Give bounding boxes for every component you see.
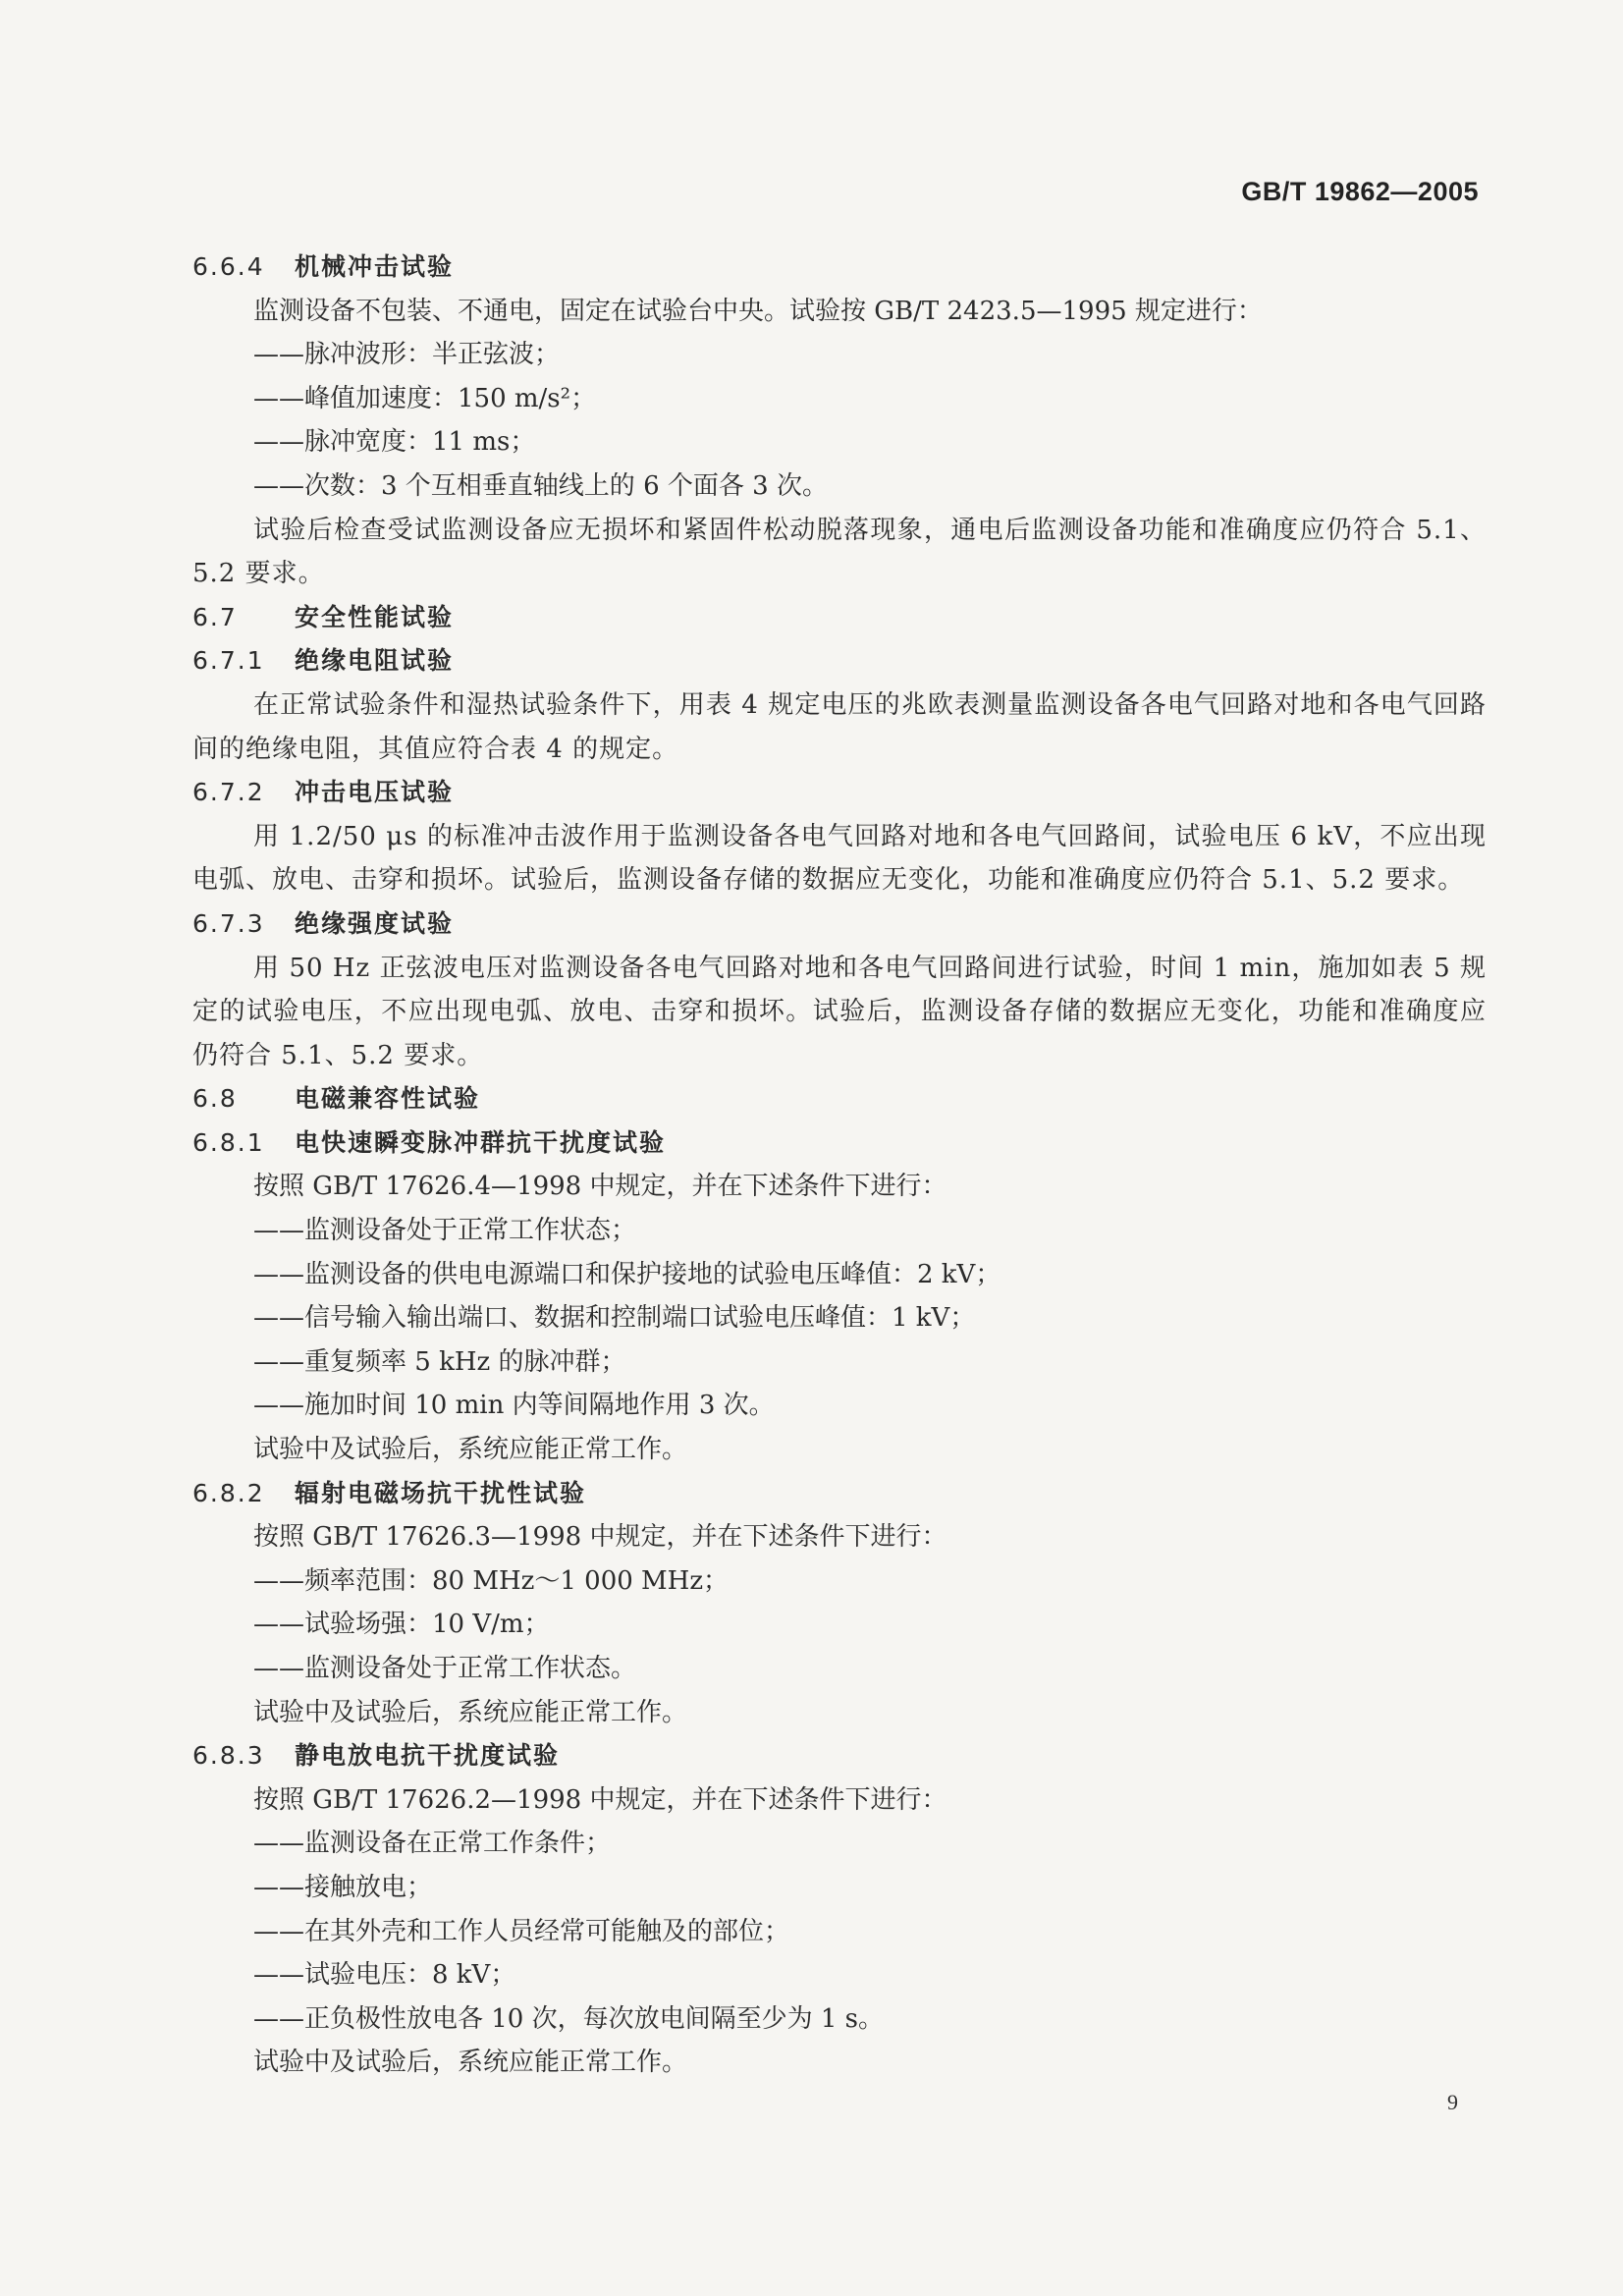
- text-line: 试验中及试验后，系统应能正常工作。: [253, 1435, 688, 1465]
- section-heading: [192, 639, 1487, 683]
- text-line: 监测设备不包装、不通电，固定在试验台中央。试验按 GB/T 2423.5—1995 规定进行：: [253, 296, 1263, 326]
- list-item: ——监测设备处于正常工作状态；: [253, 1216, 637, 1246]
- paragraph: 在正常试验条件和湿热试验条件下，用表 4 规定电压的兆欧表测量监测设备各电气回路对地和各电气回路间的绝缘电阻，其值应符合表 4 的规定。: [192, 689, 1487, 764]
- section-title: 静电放电抗干扰度试验: [295, 1741, 561, 1771]
- list-item: ——频率范围：80 MHz～1 000 MHz；: [253, 1565, 730, 1596]
- list-item: ——信号输入输出端口、数据和控制端口试验电压峰值：1 kV；: [253, 1303, 976, 1334]
- text-line: 按照 GB/T 17626.3—1998 中规定，并在下述条件下进行：: [253, 1522, 947, 1553]
- list-item: ——施加时间 10 min 内等间隔地作用 3 次。: [253, 1391, 775, 1421]
- paragraph: 试验后检查受试监测设备应无损坏和紧固件松动脱落现象，通电后监测设备功能和准确度应仍符合 5.1、5.2 要求。: [192, 515, 1487, 589]
- section-title: 冲击电压试验: [295, 778, 455, 807]
- section-number: 6.8.3: [192, 1741, 265, 1771]
- text-line: 按照 GB/T 17626.2—1998 中规定，并在下述条件下进行：: [253, 1784, 947, 1815]
- section-number: 6.7.2: [192, 778, 265, 807]
- section-title: 电快速瞬变脉冲群抗干扰度试验: [295, 1127, 667, 1157]
- section-number: 6.7.3: [192, 908, 265, 938]
- section-title: 机械冲击试验: [295, 252, 455, 281]
- section-number: 6.8: [192, 1084, 238, 1114]
- section-heading: [192, 596, 1487, 640]
- list-item: ——接触放电；: [253, 1872, 433, 1902]
- page-number: 9: [1447, 2090, 1458, 2114]
- list-item: ——峰值加速度：150 m/s²；: [253, 383, 597, 413]
- list-item: ——重复频率 5 kHz 的脉冲群；: [253, 1346, 626, 1377]
- paragraph: 用 50 Hz 正弦波电压对监测设备各电气回路对地和各电气回路间进行试验，时间 1 min，施加如表 5 规定的试验电压，不应出现电弧、放电、击穿和损坏。试验后，监测设备存储的数据应无变化，功能和准确度应仍符合 5.1、5.2 要求。: [192, 953, 1487, 1070]
- section-title: 绝缘电阻试验: [295, 646, 455, 676]
- text-line: 试验中及试验后，系统应能正常工作。: [253, 1697, 688, 1727]
- section-number: 6.8.2: [192, 1478, 265, 1507]
- list-item: ——正负极性放电各 10 次，每次放电间隔至少为 1 s。: [253, 2003, 885, 2034]
- list-item: ——试验电压：8 kV；: [253, 1960, 516, 1991]
- section-heading: [192, 1077, 1487, 1121]
- list-item: ——脉冲波形：半正弦波；: [253, 340, 561, 370]
- section-number: 6.7: [192, 602, 238, 631]
- list-item: ——脉冲宽度：11 ms；: [253, 427, 536, 458]
- list-item: ——次数：3 个互相垂直轴线上的 6 个面各 3 次。: [253, 470, 828, 501]
- section-heading: [192, 771, 1487, 815]
- section-heading: [192, 1734, 1487, 1778]
- standard-number: GB/T 19862—2005: [1241, 177, 1479, 206]
- text-line: 按照 GB/T 17626.4—1998 中规定，并在下述条件下进行：: [253, 1172, 947, 1202]
- list-item: ——监测设备在正常工作条件；: [253, 1829, 612, 1859]
- section-title: 辐射电磁场抗干扰性试验: [295, 1478, 587, 1507]
- section-title: 绝缘强度试验: [295, 908, 455, 938]
- section-heading: [192, 902, 1487, 947]
- section-title: 安全性能试验: [295, 602, 455, 631]
- section-title: 电磁兼容性试验: [295, 1084, 481, 1114]
- list-item: ——在其外壳和工作人员经常可能触及的部位；: [253, 1916, 790, 1946]
- document-body: [192, 246, 1487, 2085]
- list-item: ——试验场强：10 V/m；: [253, 1610, 550, 1640]
- section-heading: [192, 1472, 1487, 1516]
- section-number: 6.6.4: [192, 252, 265, 281]
- section-heading: [192, 1121, 1487, 1166]
- section-heading: [192, 246, 1487, 290]
- section-number: 6.8.1: [192, 1127, 265, 1157]
- text-line: 试验中及试验后，系统应能正常工作。: [253, 2048, 688, 2078]
- section-number: 6.7.1: [192, 646, 265, 676]
- list-item: ——监测设备处于正常工作状态。: [253, 1654, 637, 1683]
- list-item: ——监测设备的供电电源端口和保护接地的试验电压峰值：2 kV；: [253, 1259, 1001, 1289]
- paragraph: 用 1.2/50 μs 的标准冲击波作用于监测设备各电气回路对地和各电气回路间，试验电压 6 kV，不应出现电弧、放电、击穿和损坏。试验后，监测设备存储的数据应无变化，功能和准确度应仍符合 5.1、5.2 要求。: [192, 821, 1487, 896]
